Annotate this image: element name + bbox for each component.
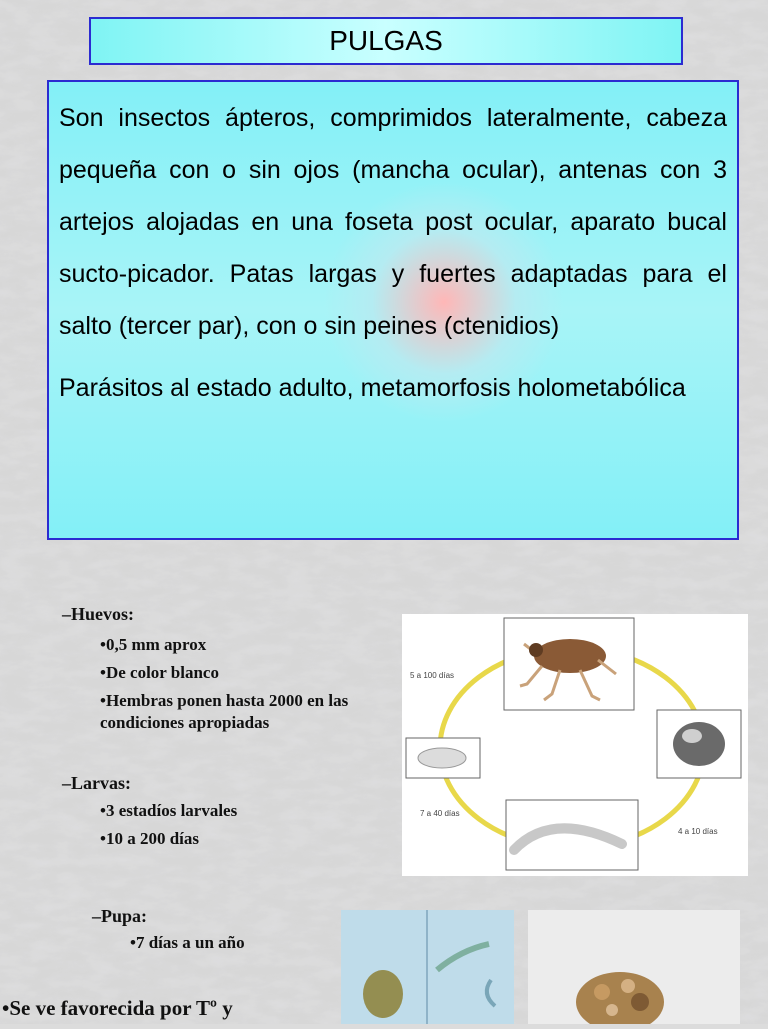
description-paragraph-1: Son insectos ápteros, comprimidos lateralmente, cabeza pequeña con o sin ojos (mancha ocular), antenas con 3 artejos alojadas en una foseta post ocular, aparato bucal sucto-picador. Patas largas y fuertes adaptadas para el salto (tercer par), con o sin peines (ctenidios): [59, 104, 727, 340]
larvas-heading: –Larvas:: [62, 773, 131, 793]
pupa-heading: –Pupa:: [92, 906, 148, 926]
larvas-section: [62, 773, 392, 853]
description-paragraph-2: Parásitos al estado adulto, metamorfosis holometabólica: [59, 374, 686, 402]
pupa-item: •7 días a un año: [130, 933, 245, 952]
huevos-heading: –Huevos:: [62, 604, 134, 624]
caption-egg: 4 a 10 días: [678, 827, 718, 836]
huevos-section: [62, 604, 392, 734]
huevos-item: •0,5 mm aprox: [100, 635, 207, 654]
caption-larva: 7 a 40 días: [420, 809, 460, 818]
larvas-item: •3 estadíos larvales: [100, 801, 238, 820]
huevos-item: •De color blanco: [100, 663, 219, 682]
caption-adult: 5 a 100 días: [410, 671, 455, 680]
footer-text: •Se ve favorecida por Tº y: [2, 996, 233, 1020]
huevos-item: •Hembras ponen hasta 2000 en las condiciones apropiadas: [100, 691, 349, 732]
lifecycle-diagram: [402, 614, 748, 876]
pupa-icon: [418, 748, 466, 768]
egg-icon: [673, 722, 725, 766]
pupa-section: [92, 906, 332, 957]
microscope-photo: [341, 910, 514, 1024]
cocoon-photo: [528, 910, 740, 1024]
slide-title: PULGAS: [329, 25, 443, 56]
title-banner: [89, 17, 683, 65]
description-box: [47, 80, 739, 540]
larvas-item: •10 a 200 días: [100, 829, 199, 848]
